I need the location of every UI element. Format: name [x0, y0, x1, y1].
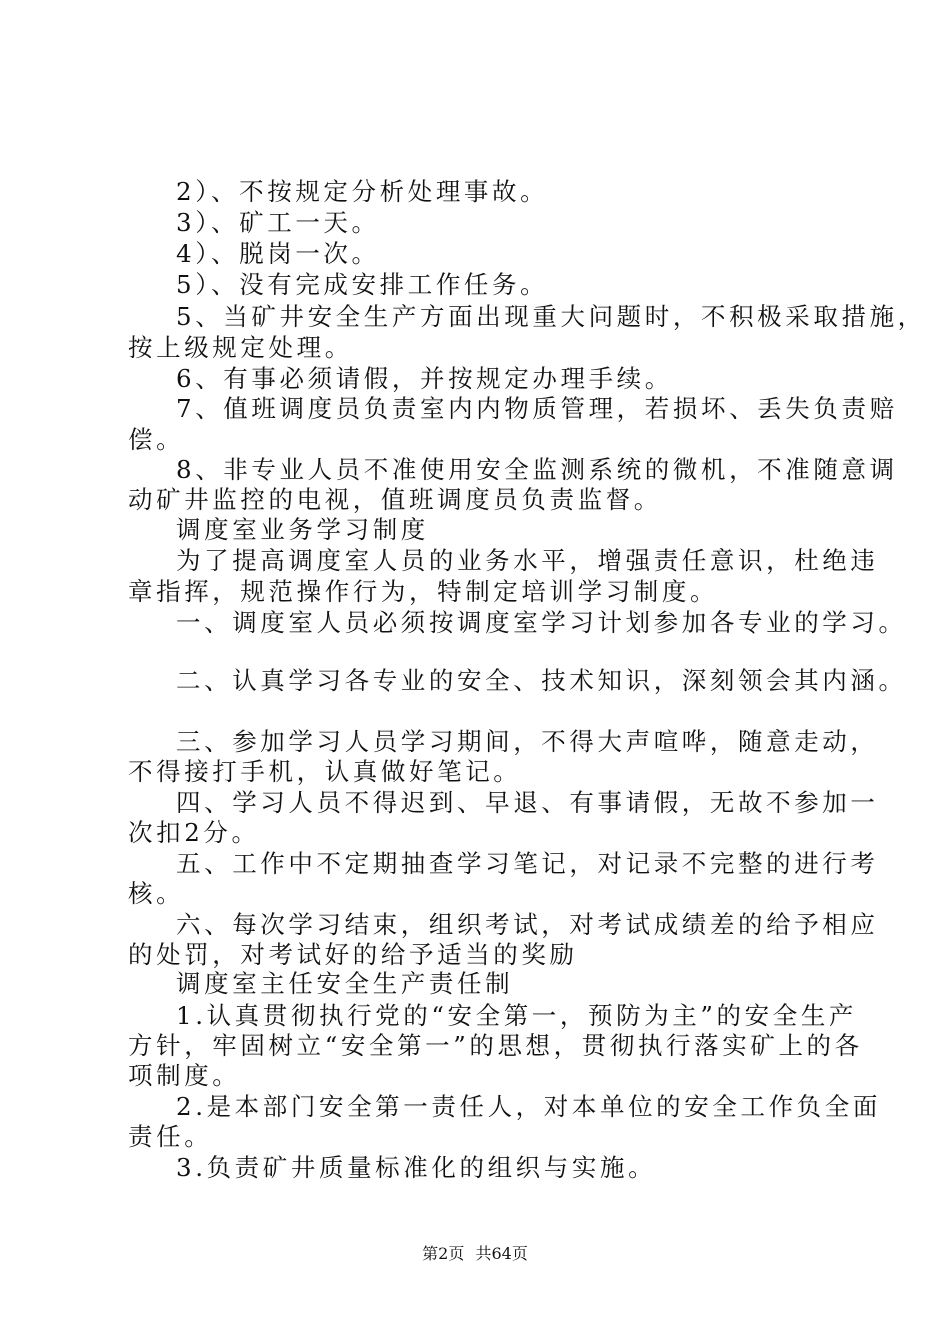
section-heading: 调度室业务学习制度	[176, 515, 429, 544]
text-line: 6、有事必须请假，并按规定办理手续。	[176, 364, 673, 393]
text-line: 核。	[128, 879, 185, 908]
text-line: 动矿井监控的电视，值班调度员负责监督。	[128, 485, 662, 514]
text-line: 5）、没有完成安排工作任务。	[176, 270, 549, 299]
text-line: 为了提高调度室人员的业务水平，增强责任意识，杜绝违	[176, 546, 879, 575]
text-line: 3）、矿工一天。	[176, 208, 380, 237]
text-line: 一、调度室人员必须按调度室学习计划参加各专业的学习。	[176, 608, 907, 637]
text-line: 5、当矿井安全生产方面出现重大问题时，不积极采取措施，	[176, 302, 926, 331]
text-line: 四、学习人员不得迟到、早退、有事请假，无故不参加一	[176, 788, 879, 817]
section-heading: 调度室主任安全生产责任制	[176, 969, 514, 998]
text-line: 次扣2分。	[128, 818, 260, 847]
text-line: 按上级规定处理。	[128, 333, 353, 362]
text-line: 偿。	[128, 425, 185, 454]
text-line: 3.负责矿井质量标准化的组织与实施。	[176, 1153, 657, 1182]
text-line: 1.认真贯彻执行党的“安全第一，预防为主”的安全生产	[176, 1001, 858, 1030]
text-line: 2.是本部门安全第一责任人，对本单位的安全工作负全面	[176, 1092, 881, 1121]
text-line: 不得接打手机，认真做好笔记。	[128, 757, 522, 786]
text-line: 二、认真学习各专业的安全、技术知识，深刻领会其内涵。	[176, 666, 907, 695]
text-line: 8、非专业人员不准使用安全监测系统的微机，不准随意调	[176, 455, 898, 484]
text-line: 2）、不按规定分析处理事故。	[176, 177, 549, 206]
text-line: 五、工作中不定期抽查学习笔记，对记录不完整的进行考	[176, 849, 879, 878]
page-total: 共64页	[475, 1244, 528, 1263]
text-line: 章指挥，规范操作行为，特制定培训学习制度。	[128, 577, 719, 606]
text-line: 方针，牢固树立“安全第一”的思想，贯彻执行落实矿上的各	[128, 1031, 863, 1060]
page-footer	[0, 1244, 950, 1264]
text-line: 4）、脱岗一次。	[176, 239, 380, 268]
text-line: 7、值班调度员负责室内内物质管理，若损坏、丢失负责赔	[176, 394, 898, 423]
text-line: 的处罚，对考试好的给予适当的奖励	[128, 940, 578, 969]
page-number: 第2页	[422, 1244, 465, 1263]
text-line: 三、参加学习人员学习期间，不得大声喧哗，随意走动，	[176, 727, 879, 756]
text-line: 责任。	[128, 1122, 213, 1151]
text-line: 项制度。	[128, 1061, 241, 1090]
text-line: 六、每次学习结束，组织考试，对考试成绩差的给予相应	[176, 910, 879, 939]
